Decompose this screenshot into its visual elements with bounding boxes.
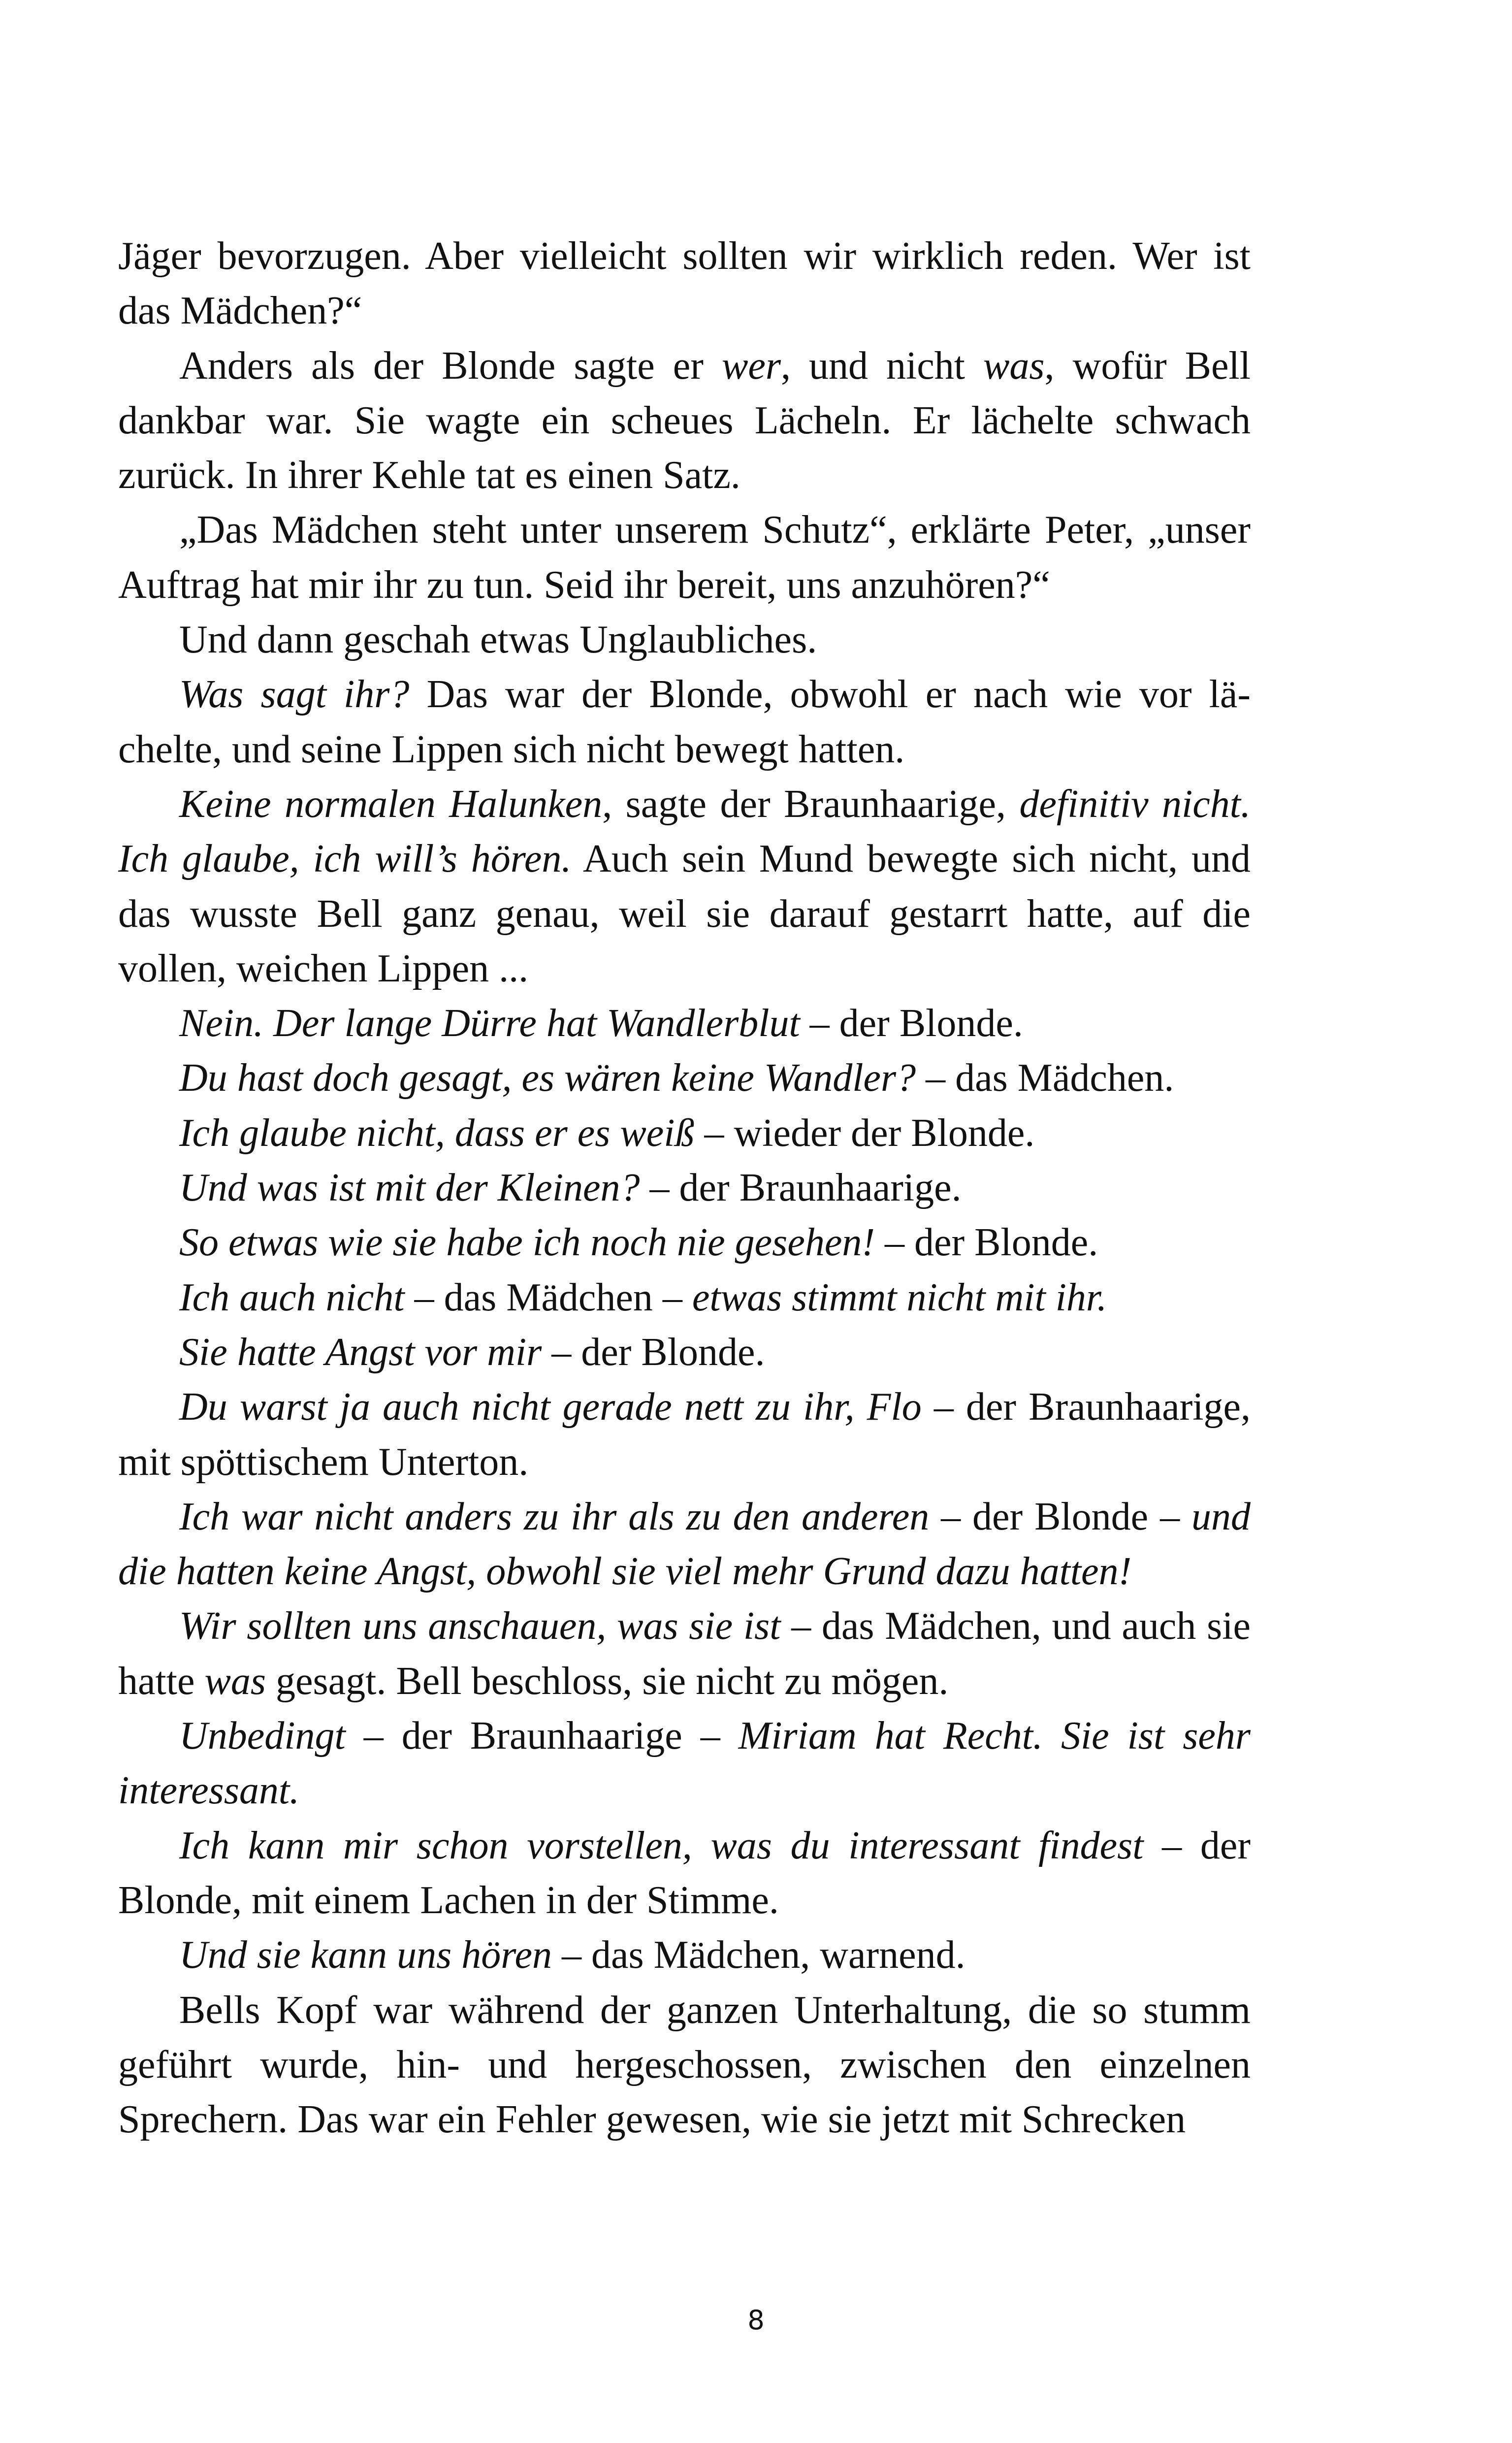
- text-run: Anders als der Blonde sagte er: [179, 344, 722, 388]
- paragraph: [118, 1380, 1251, 1490]
- italic-run: definitiv nicht. Ich glaube, ich will’s hören.: [118, 782, 1251, 881]
- italic-run: Was sagt ihr?: [179, 673, 410, 717]
- paragraph: [118, 1599, 1251, 1709]
- text-run: – das Mädchen.: [916, 1056, 1174, 1100]
- italic-run: Ich war nicht anders zu ihr als zu den anderen: [179, 1495, 930, 1538]
- italic-run: Unbedingt: [179, 1714, 346, 1758]
- italic-run: Und sie kann uns hören: [179, 1933, 552, 1977]
- text-run: – der Blonde –: [929, 1495, 1191, 1538]
- paragraph: [118, 777, 1251, 996]
- paragraph: [118, 1709, 1251, 1819]
- paragraph: [118, 229, 1251, 339]
- text-run: , wofür Bell dankbar war. Sie wagte ein scheues Lächeln. Er lächelte schwach zurück. In ihrer Kehle tat es einen Satz.: [118, 344, 1251, 497]
- italic-run: wer: [721, 344, 781, 388]
- text-run: Jäger bevorzugen. Aber vielleicht sollten wir wirklich reden. Wer ist das Mädchen?“: [118, 234, 1251, 333]
- paragraph: [118, 1325, 1251, 1380]
- page-number: 8: [747, 2305, 765, 2336]
- italic-run: So etwas wie sie habe ich noch nie gesehen!: [179, 1221, 875, 1265]
- paragraph: [118, 667, 1251, 777]
- text-run: – wieder der Blonde.: [694, 1111, 1035, 1155]
- text-run: Und dann geschah etwas Unglaubliches.: [179, 618, 817, 662]
- text-run: „Das Mädchen steht unter unserem Schutz“, erklärte Peter, „unser Auftrag hat mir ihr zu tun. Seid ihr bereit, uns anzuhören?“: [118, 508, 1251, 607]
- paragraph: [118, 1051, 1251, 1106]
- italic-run: Du hast doch gesagt, es wären keine Wandler?: [179, 1056, 916, 1100]
- text-run: – der Blonde, mit einem Lachen in der Stimme.: [118, 1824, 1251, 1922]
- italic-run: etwas stimmt nicht mit ihr.: [692, 1275, 1107, 1319]
- paragraph: [118, 1928, 1251, 1983]
- text-run: – das Mädchen –: [404, 1275, 692, 1319]
- paragraph: [118, 503, 1251, 613]
- paragraph: [118, 1983, 1251, 2148]
- paragraph: [118, 996, 1251, 1051]
- italic-run: und die hatten keine Angst, obwohl sie viel mehr Grund dazu hatten!: [118, 1495, 1251, 1594]
- paragraph: [118, 1270, 1251, 1325]
- text-run: gesagt. Bell beschloss, sie nicht zu mögen.: [265, 1659, 949, 1703]
- text-run: – der Braunhaarige, mit spöttischem Unterton.: [118, 1385, 1251, 1484]
- paragraph: [118, 1215, 1251, 1270]
- italic-run: Du warst ja auch nicht gerade nett zu ihr, Flo: [179, 1385, 922, 1429]
- text-run: Auch sein Mund bewegte sich nicht, und das wusste Bell ganz genau, weil sie darauf gestarrt hatte, auf die vollen, weichen Lippen ...: [118, 837, 1251, 990]
- text-run: – der Blonde.: [542, 1330, 765, 1374]
- paragraph: [118, 1161, 1251, 1215]
- text-run: – der Blonde.: [874, 1221, 1098, 1265]
- italic-run: Ich auch nicht: [179, 1275, 405, 1319]
- text-run: – der Blonde.: [800, 1002, 1023, 1045]
- text-run: – das Mädchen, und auch sie hatte: [118, 1604, 1251, 1703]
- text-run: – das Mädchen, warnend.: [551, 1933, 965, 1977]
- paragraph: [118, 339, 1251, 503]
- italic-run: Keine normalen Halunken: [179, 782, 603, 826]
- text-run: , und nicht: [780, 344, 984, 388]
- italic-run: was: [983, 344, 1045, 388]
- italic-run: was: [204, 1659, 266, 1703]
- italic-run: Und was ist mit der Kleinen?: [179, 1166, 640, 1210]
- text-run: , sagte der Braunhaarige,: [602, 782, 1020, 826]
- italic-run: Sie hatte Angst vor mir: [179, 1330, 542, 1374]
- italic-run: Ich kann mir schon vorstellen, was du interessant findest: [179, 1824, 1144, 1867]
- paragraph: [118, 1106, 1251, 1161]
- italic-run: Wir sollten uns anschauen, was sie ist: [179, 1604, 781, 1648]
- text-run: Das war der Blonde, obwohl er nach wie vor lächelte, und seine Lippen sich nicht bewegt hatten.: [118, 673, 1251, 771]
- italic-run: Miriam hat Recht. Sie ist sehr interessant.: [118, 1714, 1251, 1813]
- paragraph: [118, 1490, 1251, 1599]
- paragraph: [118, 613, 1251, 667]
- paragraph: [118, 1819, 1251, 1928]
- text-run: – der Braunhaarige –: [345, 1714, 739, 1758]
- italic-run: Ich glaube nicht, dass er es weiß: [179, 1111, 695, 1155]
- italic-run: Nein. Der lange Dürre hat Wandlerblut: [179, 1002, 800, 1045]
- text-run: – der Braunhaarige.: [640, 1166, 962, 1210]
- body-text: [118, 229, 1251, 2147]
- text-run: Bells Kopf war während der ganzen Unterhaltung, die so stumm geführt wurde, hin- und hergeschossen, zwischen den einzelnen Sprechern. Das war ein Fehler gewesen, wie sie jetzt mit Schrecken: [118, 1988, 1251, 2142]
